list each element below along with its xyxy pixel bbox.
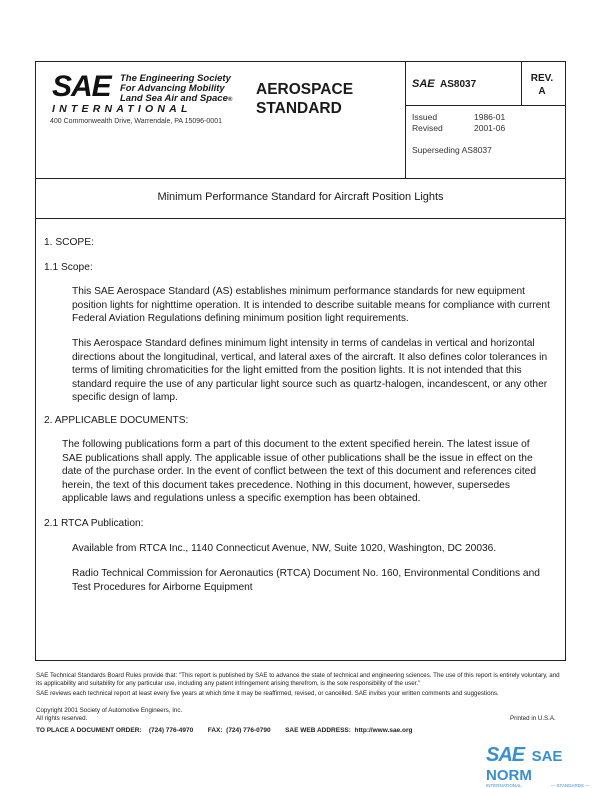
issued-label: Issued xyxy=(412,112,438,122)
watermark-logo: SAE xyxy=(486,744,525,766)
revised-value: 2001-06 xyxy=(474,123,506,133)
document-number: AS8037 xyxy=(440,79,477,90)
footer-rights: All rights reserved. xyxy=(36,715,88,722)
watermark-text: SAE NORM xyxy=(486,748,563,784)
international-label: INTERNATIONAL xyxy=(52,103,192,115)
section-2-1-heading: 2.1 RTCA Publication: xyxy=(44,518,144,529)
header-column-divider xyxy=(405,61,406,178)
document-type: AEROSPACE STANDARD xyxy=(256,81,354,117)
superseding: Superseding AS8037 xyxy=(412,145,492,155)
footer-review: SAE reviews each technical report at least every five years at which time it may be reaffirmed, revised, or cancelled. SAE invites your written comments and suggestions. xyxy=(36,690,499,697)
section-1-heading: 1. SCOPE: xyxy=(44,237,94,248)
section-2-1-paragraph-2: Radio Technical Commission for Aeronautics (RTCA) Document No. 160, Environmental Conditions and Test Procedures for Airborne Equipment xyxy=(72,568,540,593)
section-1-1-heading: 1.1 Scope: xyxy=(44,262,93,273)
sae-web-link[interactable]: http://www.sae.org xyxy=(354,727,413,734)
watermark-sub-right: — STANDARDS — xyxy=(550,783,590,788)
revision-box: REV. A xyxy=(530,73,554,97)
document-title: Minimum Performance Standard for Aircraft Position Lights xyxy=(157,191,444,203)
order-line: TO PLACE A DOCUMENT ORDER: (724) 776-4970 FAX: (724) 776-0790 SAE WEB ADDRESS: http://www.sae.org xyxy=(36,727,413,734)
title-divider xyxy=(35,218,566,219)
society-tagline: The Engineering Society For Advancing Mobility Land Sea Air and Space® xyxy=(120,73,233,104)
rev-column-divider xyxy=(521,61,522,105)
section-2-paragraph: The following publications form a part of this document to the extent specified herein. The latest issue of SAE publications shall apply. The applicable issue of other publications shall be the issue in effect on the date of the purchase order. In the event of conflict between the text of this document and references cited herein, the text of this document takes precedence. Nothing in this document, however, supersedes applicable laws and regulations unless a specific exemption has been obtained. xyxy=(62,439,537,505)
rev-box-bottom xyxy=(405,105,566,106)
watermark-sub-left: INTERNATIONAL xyxy=(486,783,522,788)
footer-printed: Printed in U.S.A. xyxy=(510,715,556,722)
footer-rules: SAE Technical Standards Board Rules provide that: "This report is published by SAE to advance the state of technical and engineering sciences. The use of this report is entirely voluntary, and its applicability and suitability for any particular use, including any patent infringement arising therefrom, is the sole responsibility of the user." xyxy=(36,672,560,687)
sae-norm-watermark xyxy=(486,744,600,788)
section-2-heading: 2. APPLICABLE DOCUMENTS: xyxy=(44,415,189,426)
address: 400 Commonwealth Drive, Warrendale, PA 15096-0001 xyxy=(50,118,222,125)
issued-value: 1986-01 xyxy=(474,112,506,122)
sae-logo: SAE xyxy=(52,70,111,103)
footer-copyright: Copyright 2001 Society of Automotive Engineers, Inc. xyxy=(36,707,183,714)
section-1-1-paragraph-1: This SAE Aerospace Standard (AS) establishes minimum performance standards for new equipment position lights for nighttime operation. It is intended to describe suitable means for compliance with current Federal Aviation Regulations defining minimum position light requirements. xyxy=(72,286,550,325)
sae-small-logo: SAE xyxy=(412,78,435,90)
revised-label: Revised xyxy=(412,123,443,133)
section-2-1-paragraph-1: Available from RTCA Inc., 1140 Connecticut Avenue, NW, Suite 1020, Washington, DC 20036. xyxy=(72,543,497,554)
section-1-1-paragraph-2: This Aerospace Standard defines minimum light intensity in terms of candelas in vertical and horizontal directions about the longitudinal, vertical, and lateral axes of the aircraft. It also defines color tolerances in terms of limiting chromaticities for the light emitted from the position lights. It is not intended that this standard require the use of any particular light source such as quartz-halogen, incandescent, or any other specific design of lamp. xyxy=(72,338,548,404)
header-divider xyxy=(35,178,566,179)
